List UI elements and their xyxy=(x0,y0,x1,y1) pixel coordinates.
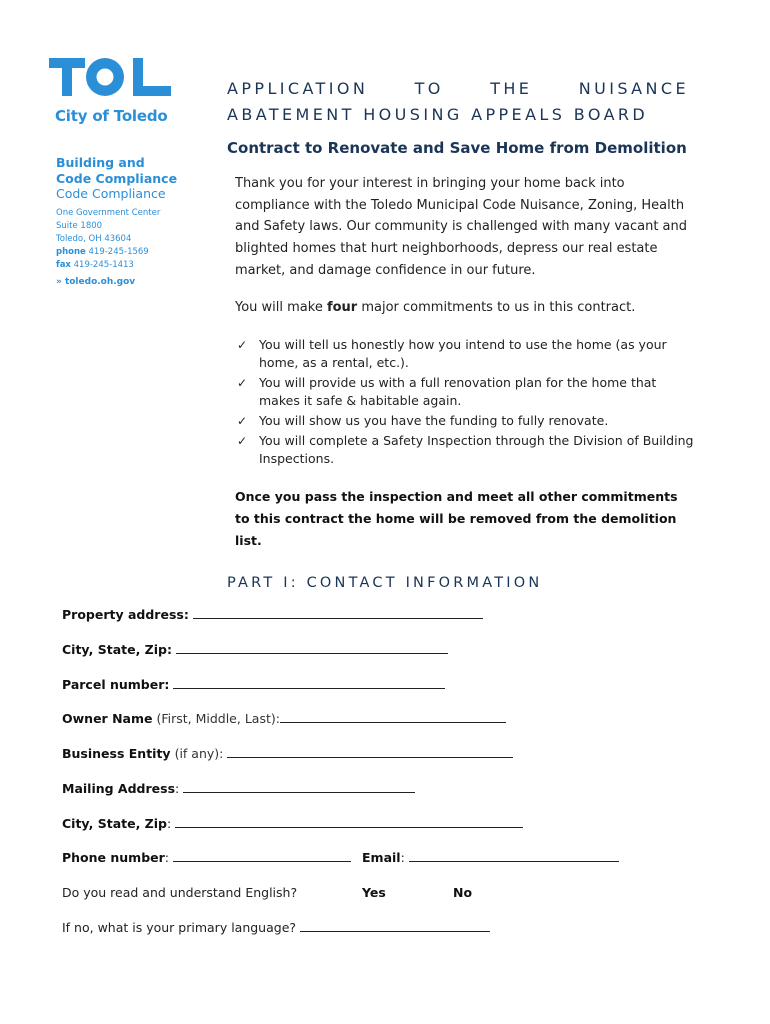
commitments-intro-before: You will make xyxy=(235,300,327,315)
title-word: APPLICATION xyxy=(227,79,369,98)
city-state-zip-2-field[interactable] xyxy=(175,817,523,828)
owner-name-hint: (First, Middle, Last): xyxy=(156,711,280,726)
phone-value: 419-245-1569 xyxy=(88,247,149,257)
phone-number-row xyxy=(62,850,351,865)
city-state-zip-2-row xyxy=(62,816,523,831)
division-name: Code Compliance xyxy=(56,186,166,201)
website-link[interactable]: » toledo.oh.gov xyxy=(56,277,136,287)
document-title-line1 xyxy=(227,79,689,98)
parcel-number-field[interactable] xyxy=(173,678,445,689)
document-title-line2: ABATEMENT HOUSING APPEALS BOARD xyxy=(227,105,649,124)
fax-label: fax xyxy=(56,260,71,270)
email-row xyxy=(362,850,619,865)
phone-number-colon: : xyxy=(164,850,170,865)
intro-paragraph: Thank you for your interest in bringing your home back into compliance with the Toledo Municipal Code Nuisance, Zoning, Health and Safety laws. Our community is challenged with many vacant and blighted homes that hurt neighborhoods, depress our real estate market, and damage confidence in our future. xyxy=(235,176,688,278)
mailing-address-label: Mailing Address xyxy=(62,781,176,796)
email-label: Email xyxy=(362,850,401,865)
title-word: NUISANCE xyxy=(578,79,689,98)
checkmark-icon: ✓ xyxy=(237,338,248,352)
mailing-address-field[interactable] xyxy=(183,782,415,793)
title-word: TO xyxy=(414,79,444,98)
no-option[interactable]: No xyxy=(453,885,473,900)
business-entity-row xyxy=(62,746,513,761)
closing-statement: Once you pass the inspection and meet all other commitments to this contract the home will be removed from the demolition list. xyxy=(235,489,678,548)
primary-language-field[interactable] xyxy=(300,921,490,932)
city-state-zip-2-colon: : xyxy=(166,816,172,831)
city-state-zip-2-label: City, State, Zip xyxy=(62,816,167,831)
document-subtitle: Contract to Renovate and Save Home from Demolition xyxy=(227,139,687,157)
checkmark-icon: ✓ xyxy=(237,434,248,448)
owner-name-field[interactable] xyxy=(280,712,506,723)
english-question: Do you read and understand English? xyxy=(62,885,298,900)
commitment-text: You will provide us with a full renovation plan for the home that makes it safe & habitable again. xyxy=(259,375,657,408)
commitment-text: You will complete a Safety Inspection through the Division of Building Inspections. xyxy=(259,433,694,466)
city-state-zip-row xyxy=(62,642,448,657)
list-item xyxy=(235,432,695,468)
phone-label: phone xyxy=(56,247,86,257)
fax-line xyxy=(56,259,134,272)
checkmark-icon: ✓ xyxy=(237,376,248,390)
address-line2: Suite 1800 xyxy=(56,221,103,231)
email-field[interactable] xyxy=(409,851,619,862)
commitments-list xyxy=(235,336,695,470)
business-entity-hint: (if any): xyxy=(174,746,224,761)
city-state-zip-label: City, State, Zip: xyxy=(62,642,172,657)
department-name-line1: Building and xyxy=(56,155,145,170)
email-colon: : xyxy=(400,850,405,865)
city-of-toledo-logo xyxy=(49,58,171,96)
city-state-zip-field[interactable] xyxy=(176,643,448,654)
business-entity-field[interactable] xyxy=(227,747,513,758)
property-address-field[interactable] xyxy=(193,608,483,619)
department-name-line2: Code Compliance xyxy=(56,171,178,186)
address-line1: One Government Center xyxy=(56,208,161,218)
address-line3: Toledo, OH 43604 xyxy=(56,234,132,244)
owner-name-label: Owner Name xyxy=(62,711,153,726)
mailing-address-row xyxy=(62,781,415,796)
list-item xyxy=(235,374,695,410)
commitments-intro-after: major commitments to us in this contract. xyxy=(357,300,636,315)
phone-line xyxy=(56,246,149,259)
list-item xyxy=(235,412,695,430)
logo-city-name: City of Toledo xyxy=(55,107,168,125)
property-address-label: Property address: xyxy=(62,607,189,622)
checkmark-icon: ✓ xyxy=(237,414,248,428)
fax-value: 419-245-1413 xyxy=(73,260,134,270)
owner-name-row xyxy=(62,711,506,726)
phone-number-label: Phone number xyxy=(62,850,165,865)
mailing-address-colon: : xyxy=(175,781,180,796)
property-address-row xyxy=(62,607,483,622)
commitments-count: four xyxy=(326,300,358,315)
parcel-number-label: Parcel number: xyxy=(62,677,170,692)
commitment-text: You will tell us honestly how you intend to use the home (as your home, as a rental, etc.). xyxy=(259,337,667,370)
primary-language-row xyxy=(62,920,490,935)
commitment-text: You will show us you have the funding to fully renovate. xyxy=(259,413,609,428)
title-word: THE xyxy=(490,79,533,98)
yes-option[interactable]: Yes xyxy=(362,885,386,900)
commitments-intro xyxy=(235,297,695,319)
business-entity-label: Business Entity xyxy=(62,746,171,761)
parcel-number-row xyxy=(62,677,445,692)
phone-number-field[interactable] xyxy=(173,851,351,862)
section-title-part1: PART I: CONTACT INFORMATION xyxy=(227,575,543,591)
list-item xyxy=(235,336,695,372)
primary-language-label: If no, what is your primary language? xyxy=(62,920,297,935)
